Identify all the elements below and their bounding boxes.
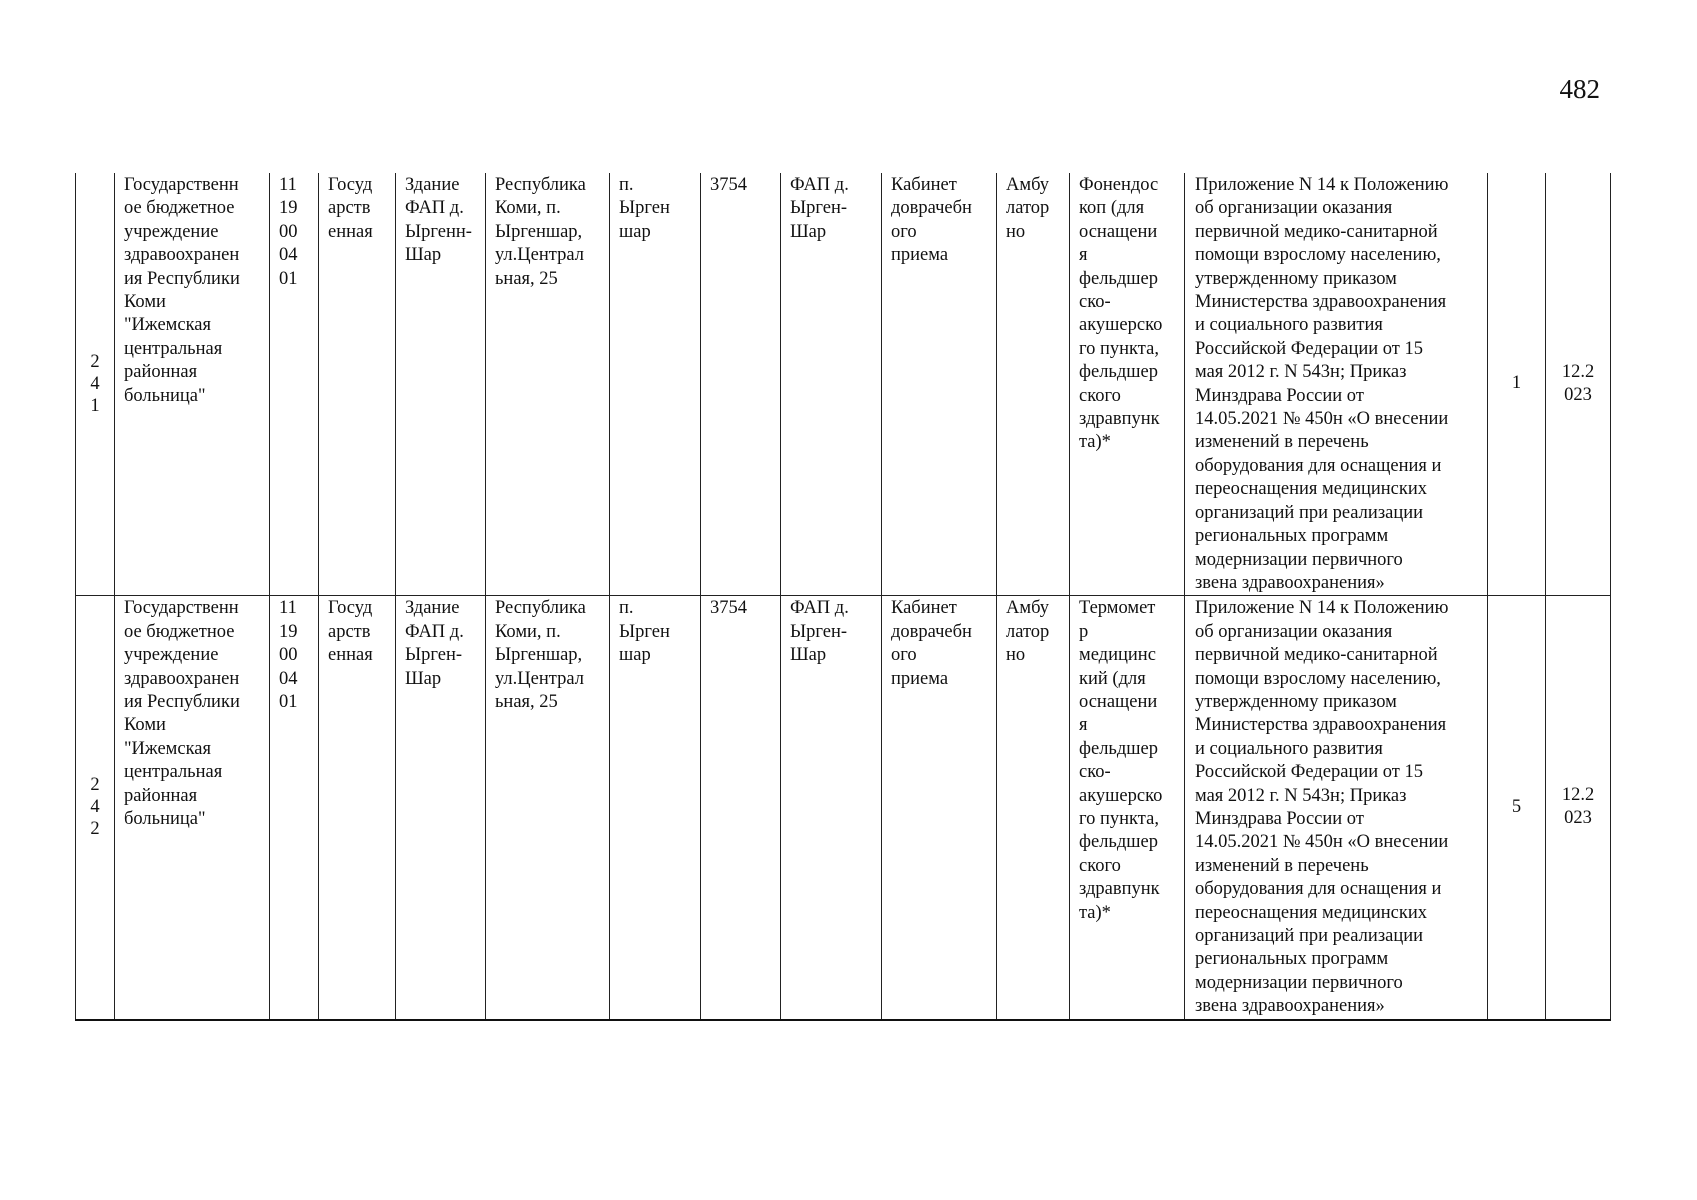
cell-line: Приложение N 14 к Положению (1195, 598, 1449, 619)
cell-line: организаций при реализации (1195, 926, 1424, 946)
cell-line: Шар (405, 668, 442, 689)
cell-line: 00 (279, 221, 298, 242)
cell-line: Ырген (619, 198, 670, 219)
cell-line: шар (619, 221, 651, 242)
organization-cell (115, 596, 270, 1020)
cell-line: переоснащения медицинских (1195, 479, 1428, 500)
unit-cell (781, 173, 882, 596)
cell-line: модернизации первичного (1195, 972, 1403, 993)
cell-line: ФАП д. (405, 621, 464, 642)
cell-line: акушерско (1079, 315, 1163, 336)
cell-line: фельдшер (1079, 832, 1158, 853)
unit-cell (781, 596, 882, 1020)
cell-line: звена здравоохранения» (1195, 996, 1385, 1017)
cell-line: здравоохранен (124, 245, 240, 266)
cell-line: ия Республики (124, 691, 240, 712)
cell-line: 2 (90, 352, 100, 373)
cell-line: Коми (124, 292, 166, 313)
cell-line: приема (891, 245, 949, 266)
cell-line: ФАП д. (405, 198, 464, 219)
cell-line: Ырген- (405, 645, 462, 666)
cell-line: ско- (1079, 292, 1111, 313)
cell-line: 12.2 (1561, 785, 1595, 806)
row-number-cell (76, 596, 115, 1020)
cell-line: Минздрава России от (1195, 808, 1364, 829)
cell-line: переоснащения медицинских (1195, 902, 1428, 923)
cell-line: модернизации первичного (1195, 549, 1403, 570)
cell-line: здравпунк (1079, 879, 1160, 900)
cell-line: 023 (1564, 808, 1592, 829)
cell-line: первичной медико-санитарной (1195, 645, 1438, 666)
care-type-cell (997, 173, 1070, 596)
cell-line: Шар (405, 245, 442, 266)
cell-line: Государственн (124, 598, 239, 619)
cell-line: Российской Федерации от 15 (1195, 338, 1424, 359)
cell-line: Приложение N 14 к Положению (1195, 175, 1449, 195)
cell-line: ого (891, 645, 917, 666)
cell-line: 14.05.2021 № 450н «О внесении (1195, 409, 1449, 430)
organization-cell (115, 173, 270, 596)
equipment-cell (1070, 173, 1185, 596)
cell-line: здравоохранен (124, 668, 240, 689)
cell-line: 04 (279, 245, 298, 266)
cell-line: та)* (1079, 432, 1111, 453)
cell-line: Государственн (124, 175, 239, 195)
cell-line: Ырген (619, 621, 670, 642)
cell-line: акушерско (1079, 785, 1163, 806)
row-number-cell (76, 173, 115, 596)
cell-line: ое бюджетное (124, 621, 235, 642)
cell-line: 00 (279, 645, 298, 666)
room-cell (882, 173, 997, 596)
cell-line: ьная, 25 (495, 268, 558, 289)
cell-line: приема (891, 668, 949, 689)
cell-line: оснащени (1079, 691, 1158, 712)
ownership-cell (319, 596, 396, 1020)
care-type-cell (997, 596, 1070, 1020)
cell-line: доврачебн (891, 198, 972, 219)
ownership-cell (319, 173, 396, 596)
cell-line: звена здравоохранения» (1195, 572, 1385, 593)
cell-line: Ырген- (790, 621, 847, 642)
cell-line: Кабинет (891, 598, 957, 619)
cell-line: Минздрава России от (1195, 385, 1364, 406)
cell-line: Термомет (1079, 598, 1156, 619)
cell-line: региональных программ (1195, 949, 1389, 970)
cell-line: ско- (1079, 762, 1111, 783)
cell-line: го пункта, (1079, 808, 1159, 829)
quantity-cell: 5 (1488, 596, 1546, 1020)
cell-line: ое бюджетное (124, 198, 235, 219)
cell-line: доврачебн (891, 621, 972, 642)
table-body (76, 173, 1611, 1020)
cell-line: Ыргенн- (405, 221, 472, 242)
cell-line: 11 (279, 175, 297, 195)
cell-line: 1 (90, 396, 100, 417)
cell-line: Российской Федерации от 15 (1195, 762, 1424, 783)
cell-line: больница" (124, 808, 206, 829)
cell-line: ского (1079, 385, 1121, 406)
quantity-cell: 1 (1488, 173, 1546, 596)
cell-line: ия Республики (124, 268, 240, 289)
population-cell: 3754 (701, 596, 781, 1020)
cell-line: районная (124, 362, 198, 383)
org-code-cell (270, 173, 319, 596)
legal-basis-cell (1185, 173, 1488, 596)
cell-line: Коми, п. (495, 198, 561, 219)
cell-line: помощи взрослому населению, (1195, 668, 1441, 689)
page-number: 482 (1559, 74, 1600, 104)
cell-line: ул.Централ (495, 245, 584, 266)
cell-line: организаций при реализации (1195, 502, 1424, 523)
cell-line: Здание (405, 598, 460, 619)
cell-line: р (1079, 621, 1089, 642)
cell-line: здравпунк (1079, 409, 1160, 430)
cell-line: латор (1006, 621, 1050, 642)
cell-line: мая 2012 г. N 543н; Приказ (1195, 362, 1407, 383)
cell-line: первичной медико-санитарной (1195, 221, 1438, 242)
cell-line: кий (для (1079, 668, 1146, 689)
cell-line: Ыргеншар, (495, 221, 583, 242)
cell-line: об организации оказания (1195, 198, 1393, 219)
date-cell (1546, 173, 1611, 596)
cell-line: но (1006, 645, 1026, 666)
cell-line: ьная, 25 (495, 691, 558, 712)
legal-basis-cell (1185, 596, 1488, 1020)
building-cell (396, 596, 486, 1020)
cell-line: мая 2012 г. N 543н; Приказ (1195, 785, 1407, 806)
cell-line: Коми, п. (495, 621, 561, 642)
cell-line: помощи взрослому населению, (1195, 245, 1441, 266)
cell-line: центральная (124, 762, 223, 783)
cell-line: енная (328, 645, 373, 666)
cell-line: фельдшер (1079, 738, 1158, 759)
cell-line: Республика (495, 175, 586, 195)
cell-line: Коми (124, 715, 166, 736)
cell-line: Республика (495, 598, 586, 619)
cell-line: Ырген- (790, 198, 847, 219)
cell-line: об организации оказания (1195, 621, 1393, 642)
cell-line: я (1079, 715, 1088, 736)
cell-line: 4 (90, 374, 100, 395)
cell-line: 01 (279, 691, 298, 712)
cell-line: Здание (405, 175, 460, 195)
cell-line: Кабинет (891, 175, 957, 195)
cell-line: шар (619, 645, 651, 666)
cell-line: медицинс (1079, 645, 1156, 666)
table-row (76, 173, 1611, 596)
cell-line: Амбу (1006, 598, 1050, 619)
equipment-cell (1070, 596, 1185, 1020)
cell-line: больница" (124, 385, 206, 406)
cell-line: оборудования для оснащения и (1195, 455, 1442, 476)
cell-line: фельдшер (1079, 268, 1158, 289)
settlement-cell (610, 596, 701, 1020)
cell-line: ФАП д. (790, 175, 849, 195)
cell-line: региональных программ (1195, 526, 1389, 547)
address-cell (486, 173, 610, 596)
population-cell: 3754 (701, 173, 781, 596)
date-cell (1546, 596, 1611, 1020)
cell-line: Шар (790, 221, 827, 242)
cell-line: 2 (90, 775, 100, 796)
cell-line: 04 (279, 668, 298, 689)
cell-line: "Ижемская (124, 315, 212, 336)
settlement-cell (610, 173, 701, 596)
cell-line: Шар (790, 645, 827, 666)
cell-line: арств (328, 621, 371, 642)
table-row (76, 596, 1611, 1020)
cell-line: я (1079, 245, 1088, 266)
cell-line: оснащени (1079, 221, 1158, 242)
cell-line: 2 (90, 819, 100, 840)
cell-line: коп (для (1079, 198, 1145, 219)
cell-line: ского (1079, 855, 1121, 876)
cell-line: 01 (279, 268, 298, 289)
cell-line: утвержденному приказом (1195, 268, 1397, 289)
cell-line: учреждение (124, 221, 219, 242)
cell-line: центральная (124, 338, 223, 359)
cell-line: та)* (1079, 902, 1111, 923)
cell-line: п. (619, 598, 634, 619)
cell-line: 11 (279, 598, 297, 619)
cell-line: Министерства здравоохранения (1195, 292, 1447, 313)
cell-line: ого (891, 221, 917, 242)
cell-line: Фонендос (1079, 175, 1159, 195)
cell-line: изменений в перечень (1195, 855, 1369, 876)
cell-line: п. (619, 175, 634, 195)
equipment-table (75, 173, 1611, 1021)
cell-line: 19 (279, 621, 298, 642)
cell-line: но (1006, 221, 1026, 242)
cell-line: 023 (1564, 385, 1592, 406)
cell-line: Госуд (328, 598, 373, 619)
cell-line: 14.05.2021 № 450н «О внесении (1195, 832, 1449, 853)
cell-line: утвержденному приказом (1195, 691, 1397, 712)
cell-line: и социального развития (1195, 738, 1383, 759)
cell-line: оборудования для оснащения и (1195, 879, 1442, 900)
cell-line: фельдшер (1079, 362, 1158, 383)
cell-line: Ыргеншар, (495, 645, 583, 666)
cell-line: Министерства здравоохранения (1195, 715, 1447, 736)
cell-line: 12.2 (1561, 361, 1595, 382)
cell-line: районная (124, 785, 198, 806)
cell-line: "Ижемская (124, 738, 212, 759)
cell-line: ФАП д. (790, 598, 849, 619)
cell-line: учреждение (124, 645, 219, 666)
address-cell (486, 596, 610, 1020)
building-cell (396, 173, 486, 596)
cell-line: Госуд (328, 175, 373, 195)
cell-line: изменений в перечень (1195, 432, 1369, 453)
cell-line: Амбу (1006, 175, 1050, 195)
cell-line: латор (1006, 198, 1050, 219)
cell-line: 4 (90, 797, 100, 818)
cell-line: ул.Централ (495, 668, 584, 689)
cell-line: арств (328, 198, 371, 219)
cell-line: енная (328, 221, 373, 242)
cell-line: 19 (279, 198, 298, 219)
cell-line: го пункта, (1079, 338, 1159, 359)
room-cell (882, 596, 997, 1020)
cell-line: и социального развития (1195, 315, 1383, 336)
org-code-cell (270, 596, 319, 1020)
